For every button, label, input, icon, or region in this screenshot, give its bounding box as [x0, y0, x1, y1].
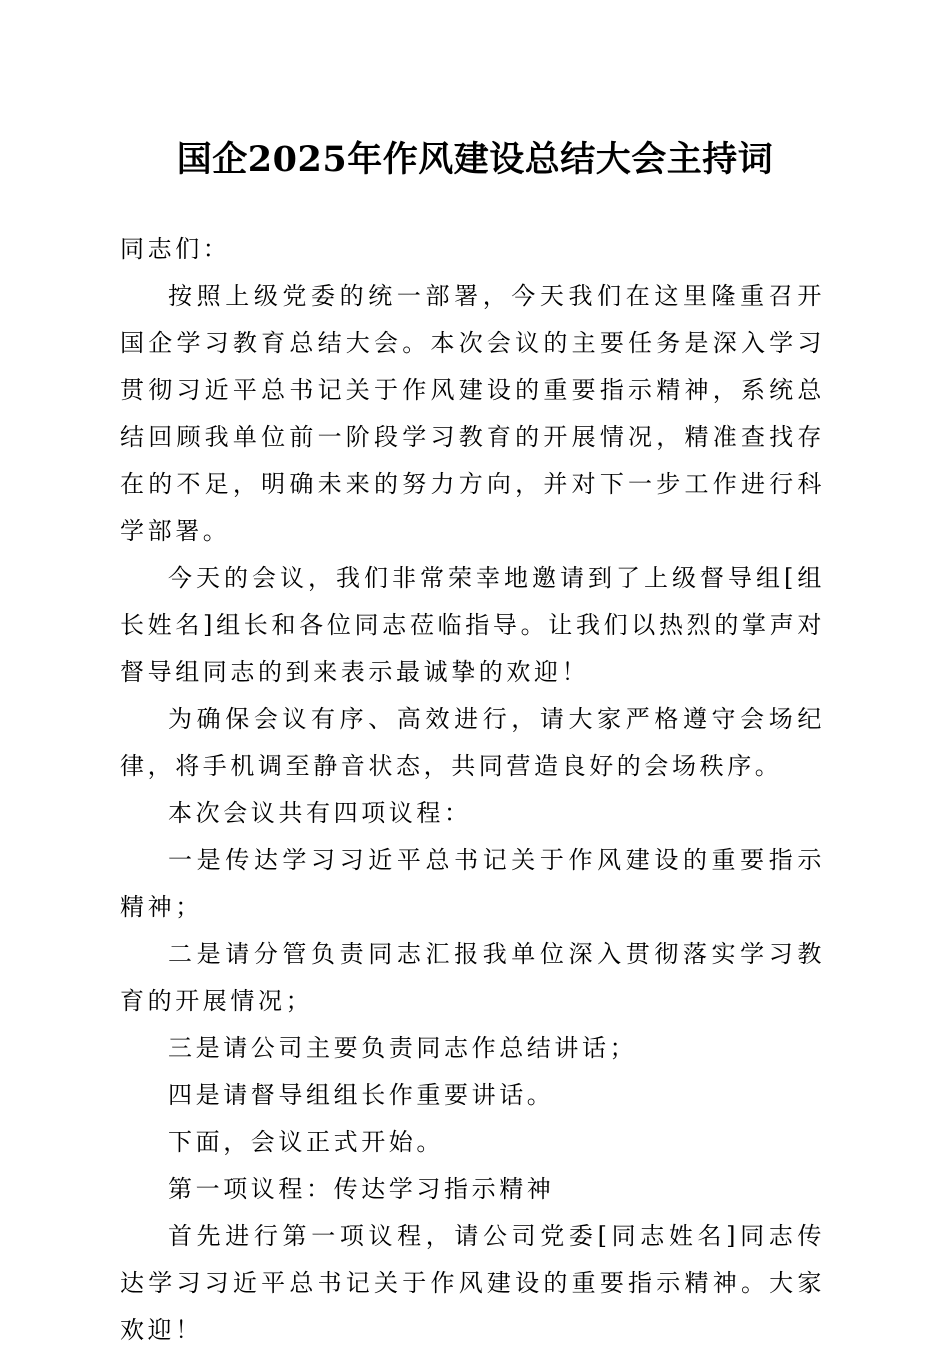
paragraph-welcome: 今天的会议，我们非常荣幸地邀请到了上级督导组[组长姓名]组长和各位同志莅临指导。让我们以热烈的掌声对督导组同志的到来表示最诚挚的欢迎！ — [120, 564, 825, 686]
paragraph-first-item: 首先进行第一项议程，请公司党委[同志姓名]同志传达学习习近平总书记关于作风建设的重要指示精神。大家欢迎！ — [120, 1222, 825, 1344]
paragraph-intro: 按照上级党委的统一部署，今天我们在这里隆重召开国企学习教育总结大会。本次会议的主要任务是深入学习贯彻习近平总书记关于作风建设的重要指示精神，系统总结回顾我单位前一阶段学习教育的开展情况，精准查找存在的不足，明确未来的努力方向，并对下一步工作进行科学部署。 — [120, 282, 825, 545]
document-body — [120, 226, 825, 1354]
document-title: 国企2025年作风建设总结大会主持词 — [176, 139, 774, 180]
salutation: 同志们： — [120, 235, 231, 263]
paragraph-agenda-intro: 本次会议共有四项议程： — [168, 799, 472, 827]
agenda-item-3: 三是请公司主要负责同志作总结讲话； — [168, 1034, 638, 1062]
paragraph-discipline: 为确保会议有序、高效进行，请大家严格遵守会场纪律，将手机调至静音状态，共同营造良好的会场秩序。 — [120, 705, 825, 780]
agenda-item-1: 一是传达学习习近平总书记关于作风建设的重要指示精神； — [120, 846, 825, 921]
paragraph-start: 下面，会议正式开始。 — [168, 1128, 444, 1156]
section-heading-first-item: 第一项议程：传达学习指示精神 — [168, 1175, 555, 1203]
agenda-item-4: 四是请督导组组长作重要讲话。 — [168, 1081, 555, 1109]
agenda-item-2: 二是请分管负责同志汇报我单位深入贯彻落实学习教育的开展情况； — [120, 940, 825, 1015]
